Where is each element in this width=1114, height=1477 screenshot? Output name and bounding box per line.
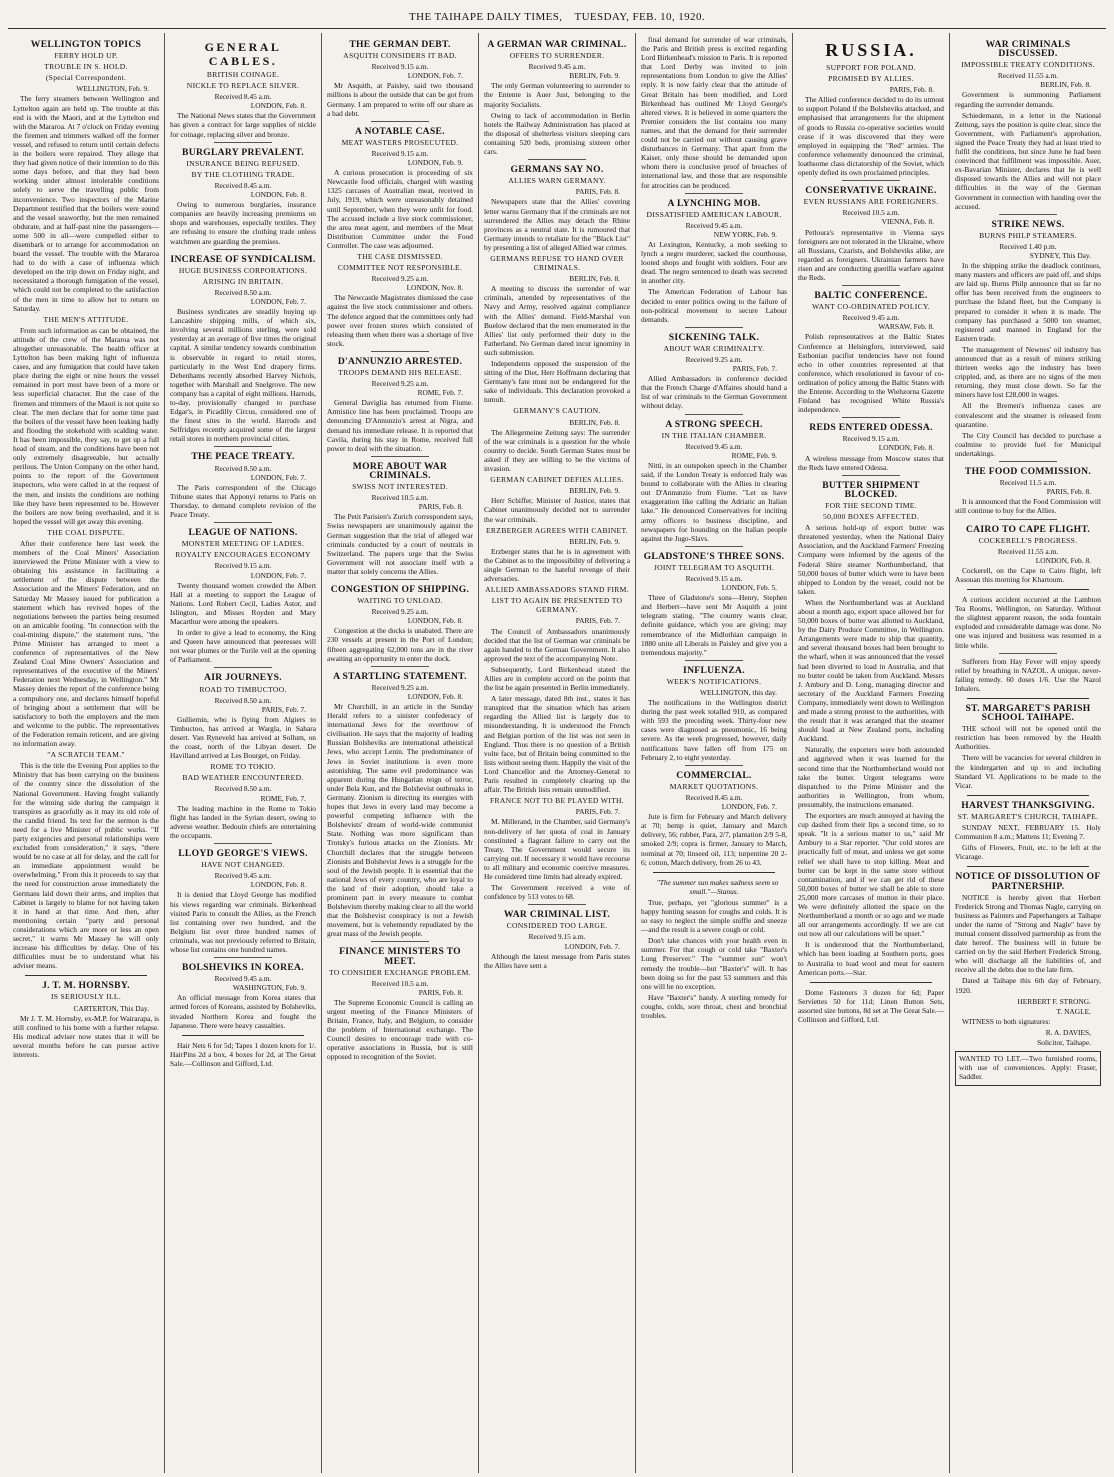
headline: INFLUENZA. bbox=[683, 664, 745, 676]
subhead: IMPOSSIBLE TREATY CONDITIONS. bbox=[961, 60, 1095, 70]
notice-text: Gifts of Flowers, Fruit, etc. to be left at the Vicarage. bbox=[955, 843, 1101, 862]
paragraph: From such information as can be obtained, the attitude of the crew of the Mararoa was not altogether unreasonable. The health officer at Lyttelton has been making light of influenza cases, and any fumigation that could have taken place during the eight or nine hours the vessel remained in port must have been of a more or less superficial character. But the case of the firemen and trimmers of the Maori is not quite so clear. The men declare that for some time past the boilers of the vessel have been leaking badly and flooding the stokehold with scalding water. It has been impossible, they say, to get up a full head of steam, and the conditions have been not only extremely disagreeable, but actually perilous. The Union Company on the other hand, points to the report of the Government inspectors, who were called in at the request of the men, and insists the conditions are nothing like they have been represented to be. However the boilers are now being overhauled, and it is hoped the vessel will get away this evening. bbox=[13, 325, 159, 526]
paragraph: Government is summoning Parliament regarding the surrender demands. bbox=[955, 90, 1101, 109]
dateline: LONDON, Feb. 8. bbox=[250, 101, 306, 111]
column-3 bbox=[322, 33, 479, 1473]
divider bbox=[967, 589, 1089, 590]
paragraph: In order to give a lead to economy, the King and Queen have announced that peeresses will not wear plumes or the Turile veil at the opening of Parliament. bbox=[170, 628, 316, 665]
divider bbox=[685, 546, 743, 547]
dateline: LONDON, Feb. 7. bbox=[250, 472, 306, 482]
subhead: ARISING IN BRITAIN. bbox=[202, 276, 284, 286]
paragraph: In the shipping strike the deadlock continues, many masters and officers are paid off, and ships are laid up. Burns Philp announce that so far no offer has been received from the engineers to purchase the Island fleet, but the Company is prepared to consider it when it is made. The company has purchased a 5000 ton steamer, registered and manned in England for the Eastern trade. bbox=[955, 261, 1101, 343]
column-5 bbox=[636, 33, 793, 1473]
paragraph: This is the title the Evening Post applies to the Ministry that has been carrying on the business of the country since the dissolution of the National Government. Having fought valiantly for the winning side during the campaign it transpires as gracefully as it may its old role of the candid friend. Its text for the sermon is the need for a live Minister of public works. "If party exigencies and personal relationships were excluded from consideration," it says, "there would be no case at all for delay, and the call for an immediate appointment would be overwhelming." From this it proceeds to say that the need for construction arose immediately the Germans laid down their arms, and implies that Cabinet is largely to blame for not having taken it in hand at that time. And then, after mentioning certain "party and personal considerations which are more or less an open secret," it warns Mr Massey he will only increase his difficulties by delay. One of his difficulties must be to understand what his adviser means. bbox=[13, 761, 159, 971]
received-time: Received 9.45 a.m. bbox=[528, 62, 586, 72]
headline: INCREASE OF SYNDICALISM. bbox=[170, 253, 316, 265]
subhead: ASQUITH CONSIDERS IT BAD. bbox=[343, 51, 457, 61]
paragraph: Newspapers state that the Allies' covering letter warns Germany that if the criminals are not surrendered the Allies may detach the Rhine provinces as a neutral state. It is rumoured that Germany intends to retaliate for the "Black List" by presenting a list of alleged Allied war crimes. bbox=[484, 197, 630, 252]
divider bbox=[967, 795, 1089, 796]
divider bbox=[685, 193, 743, 194]
received-time: Received 11.55 a.m. bbox=[997, 71, 1059, 81]
headline: A NOTABLE CASE. bbox=[355, 125, 445, 137]
headline: CONGESTION OF SHIPPING. bbox=[330, 583, 470, 595]
received-time: Received 9.45 a.m. bbox=[842, 313, 900, 323]
subhead: MEAT WASTERS PROSECUTED. bbox=[341, 137, 459, 147]
divider bbox=[842, 475, 900, 476]
subhead: MONSTER MEETING OF LADIES. bbox=[181, 539, 305, 549]
dateline: SYDNEY, This Day. bbox=[1029, 250, 1091, 260]
received-time: Received 9.45 a.m. bbox=[214, 871, 272, 881]
headline: THE GERMAN DEBT. bbox=[349, 39, 451, 50]
paragraph: Mr Asquith, at Paisley, said two thousand millions is about the outside that can be got from Germany. I am prepared to write off our share as a bad debt. bbox=[327, 81, 473, 118]
subhead: WAITING TO UNLOAD. bbox=[357, 596, 443, 606]
paragraph: Allied Ambassadors in conference decided that the French Charge d'Affaires should hand a list of war criminals to the German Government without delay. bbox=[641, 374, 787, 411]
dateline: ROME, Feb. 9. bbox=[731, 450, 777, 460]
divider bbox=[528, 159, 586, 160]
divider bbox=[999, 461, 1057, 462]
subhead: ALLIED AMBASSADORS STAND FIRM. bbox=[485, 585, 629, 595]
subhead: GERMAN CABINET DEFIES ALLIES. bbox=[490, 475, 624, 485]
column-4 bbox=[479, 33, 636, 1473]
subhead: FOR THE SECOND TIME. bbox=[825, 500, 917, 510]
headline: BOLSHEVIKS IN KOREA. bbox=[182, 962, 304, 974]
divider bbox=[842, 417, 900, 418]
headline: GLADSTONE'S THREE SONS. bbox=[643, 550, 785, 562]
headline: BALTIC CONFERENCE. bbox=[814, 290, 928, 302]
headline: A LYNCHING MOB. bbox=[667, 197, 761, 209]
paragraph: The Council of Ambassadors unanimously decided that the list of German war criminals be again handed to the German Government. It also approved the text of the accompanying Note. bbox=[484, 626, 630, 663]
subhead: COCKERELL'S PROGRESS. bbox=[978, 535, 1078, 545]
paragraph: All the Bremen's influenza cases are convalescent and the steamer is released from quarantine. bbox=[955, 401, 1101, 429]
paragraph: Nitti, in an outspoken speech in the Chamber said, if the London Treaty is enforced Italy was bound to collaborate with the Allies in clearing out D'Annunzio from Fiume. "Let us have exaggeration like calling the Adriatic an Italian lake." He denounced Conservatives for inciting army officers to business discipline, and newspapers for hounding on the Italian people against the Jugo-Slavs. bbox=[641, 460, 787, 543]
subhead: FRANCE NOT TO BE PLAYED WITH. bbox=[489, 796, 624, 806]
subhead: IS SERIOUSLY ILL. bbox=[50, 992, 122, 1002]
paragraph: When the Northumberland was at Auckland about a month ago, export space allowed her for 50,000 boxes of butter was allotted to Auckland, by the Dairy Produce Committee, in Wellington. Arrangements were made to ship that quantity, and several thousand boxes had been brought to the wharf, when it was announced that the vessel had been diverted to load in Australia, and that no butter could be taken from Auckland. Messrs J. Ambury and D. Long, managing director and secretary of the Auckland Farmers Freezing Company, immediately went down to Wellington and made a strong protest to the authorities, with the result that it was arranged that the steamer should load at New Zealand ports, including Auckland. bbox=[798, 597, 944, 744]
subhead: THE COAL DISPUTE. bbox=[47, 527, 125, 537]
paragraph: The Government received a vote of confidence by 513 votes to 68. bbox=[484, 883, 630, 902]
column-6 bbox=[793, 33, 950, 1473]
byline: (Special Correspondent. bbox=[45, 73, 127, 83]
masthead-title: THE TAIHAPE DAILY TIMES, bbox=[409, 11, 563, 23]
paragraph: Polish representatives at the Baltic States Conference at Helsingfors, interviewed, said Esthonian pacifist tendencies have not found echo in other countries represented at that conference, which resolutioned in favour of co-ordination of policy among the Baltic States with the Entente. According to the Wiehzorna Gazette Finland has recognised White Russia's independence. bbox=[798, 332, 944, 415]
subhead: ABOUT WAR CRIMINALTY. bbox=[663, 343, 765, 353]
paragraph: It is announced that the Food Commission will still continue to buy for the Allies. bbox=[955, 497, 1101, 516]
dateline: LONDON, Feb. 8. bbox=[250, 880, 306, 890]
subhead: ERZBERGER AGREES WITH CABINET. bbox=[485, 525, 629, 535]
divider bbox=[371, 351, 429, 352]
dateline: WELLINGTON, Feb. 9. bbox=[76, 84, 149, 94]
subhead: ST. MARGARET'S CHURCH, TAIHAPE. bbox=[957, 811, 1099, 821]
subhead: IN THE ITALIAN CHAMBER. bbox=[661, 430, 767, 440]
dateline: PARIS, Feb. 8. bbox=[418, 987, 463, 997]
received-time: Received 9.15 a.m. bbox=[842, 434, 900, 444]
paragraph: Mr Churchill, in an article in the Sunday Herald refers to a sinister confederacy of international Jews for the overthrow of civilisation. He says that the majority of leading Russian Bolsheviks are international atheistical Jews, who accept Lenin. The predominance of Jews in Soviet institutions is even more astonishing. The same evil predominance was apparent during the Hungarian reign of terror, under Bela Kun, and the Bolshevist outbreaks in Germany. Zionism is directing its energies with hopes that Jews in every land may become a powerful competing influence with the Bolshevists' dream of world-wide communist State. Nothing was more significant than Trotsky's furious attacks on the Zionists. Mr Churchill declares that the struggle between Zionists and Bolshevist Jews is a struggle for the soul of the Jewish people. It is essential that the national Jews of every country, who are loyal to the land of their adoption, should take a prominent part in every measure to combat Bolshevism thereby making clear to all the world that the Bolshevist conspiracy is not a Jewish movement, but is vehemently repudiated by the great mass of the Jewish people. bbox=[327, 702, 473, 939]
received-time: Received 8.50 a.m. bbox=[214, 784, 272, 794]
advertisement: Dome Fasteners 3 dozen for 6d; Paper Serviettes 50 for 11d; Linen Button Sets, assorted size buttons, 8d set at The Great Sale.—Collinson and Gifford, Ltd. bbox=[798, 987, 944, 1024]
subhead: TROUBLE IN S. HOLD. bbox=[44, 62, 128, 72]
headline: CONSERVATIVE UKRAINE. bbox=[805, 185, 937, 197]
received-time: Received 9.25 a.m. bbox=[371, 379, 429, 389]
divider bbox=[528, 904, 586, 905]
paragraph: A serious hold-up of export butter was threatened yesterday, when the National Dairy Association, and the Auckland Farmers' Freezing Company were informed by the agents of the Federal Shire steamer Northumberland, that 50,000 boxes of butter which were to have been shipped to London by the vessel, could not be taken. bbox=[798, 523, 944, 596]
received-time: Received 1.40 p.m. bbox=[999, 241, 1057, 251]
headline: BURGLARY PREVALENT. bbox=[182, 146, 304, 158]
paragraph: Business syndicates are steadily buying up Lancashire shipping mills, of which six, involving several millions sterling, were sold yesterday at an average of five times the original capital. A similar tendency towards combination is observable in regard to retail stores, particularly in the West End drapery firms. Debenhams recently absorbed Harvey Nichols, together with Marshall and Snelgrove. The new company has a capital of eight millions. Harrods, to-day, provisionally changed to purchase Edgar's, in Picadilly Circus, considered one of the finest sites in the world. Harrods and Selfridges recently acquired some of the largest retail stores in northern provincial cities. bbox=[170, 307, 316, 444]
paragraph: The Allied conference decided to do its utmost to support Poland if the Bolsheviks attacked, and emphasised that arrangements for the shipment of goods to Russia co-operative societies would cease if it was discovered that they were employed in equipping the "Red" armies. The conference vehemently denounced the criminal, loathsome class dictatorship of the Soviet, which openly defied its own proclaimed principles. bbox=[798, 95, 944, 178]
dateline: VIENNA, Feb. 8. bbox=[881, 217, 934, 227]
paragraph: Jute is firm for February and March delivery at 70; hemp is quiet, January and March delivery, 56; rubber, Para, 2/7, plantation 2/9 5-8, smoked 2/9; copra is firmer, January to March, nominal at 70; linseed oil, 113; turpentine 20 2-6; cotton, March delivery, from 26 to 43. bbox=[641, 812, 787, 867]
dateline: WARSAW, Feb. 8. bbox=[878, 322, 934, 332]
divider bbox=[371, 941, 429, 942]
signature: R. A. DAVIES, bbox=[1045, 1027, 1091, 1037]
notice-text: THE school will not be opened until the restriction has been removed by the Health Authorities. bbox=[955, 724, 1101, 752]
divider bbox=[371, 121, 429, 122]
received-time: Received 10.5 a.m. bbox=[371, 978, 429, 988]
paragraph: At Lexington, Kentucky, a mob seeking to lynch a negro murderer, sacked the courthouse, looted shops and fought with soldiers. Four are dead. The negro sentenced to death was secreted in another city. bbox=[641, 239, 787, 286]
headline: D'ANNUNZIO ARRESTED. bbox=[337, 355, 463, 367]
received-time: Received 9.15 a.m. bbox=[685, 573, 743, 583]
subhead: SWISS NOT INTERESTED. bbox=[352, 482, 448, 492]
notice-text: WITNESS to both signatures: bbox=[962, 1016, 1051, 1026]
dateline: CARTERTON, This Day. bbox=[73, 1003, 149, 1013]
received-time: Received 9.25 a.m. bbox=[371, 682, 429, 692]
paragraph: The leading machine in the Rome to Tokio flight has landed in the Syrian desert, owing to adverse weather. Bedouin chiefs are entertaining the occupants. bbox=[170, 803, 316, 840]
paragraph: A curious prosecution is proceeding of six Newcastle food officials, charged with wasting 1325 carcases of Australian meat, received in July, 1919, which were unreasonably detained until September, when they were unfit for food. The accused include a live stock commissioner, the area meat agent, and members of the Meat Distribution Committee under the Food Controller. The case was adjourned. bbox=[327, 168, 473, 250]
paragraph: Owing to lack of accommodation in Berlin hotels the Railway Administration has placed at the disposal of shelterless visitors sleeping cars containing 520 beds, promising sixteen other cars. bbox=[484, 110, 630, 157]
dateline: PARIS, Feb. 8. bbox=[418, 502, 463, 512]
divider bbox=[214, 957, 272, 958]
classified-ad-text: WANTED TO LET.—Two furnished rooms, with use of conveniences. Apply: Fraser, Saddler. bbox=[959, 1054, 1097, 1082]
received-time: Received 9.25 a.m. bbox=[685, 355, 743, 364]
headline: A GERMAN WAR CRIMINAL. bbox=[487, 39, 627, 50]
subhead: LIST TO AGAIN BE PRESENTED TO GERMANY. bbox=[491, 596, 623, 615]
paragraph: Gulliemin, who is flying from Algiers to Timbuctoo, has arrived at Wargla, in Sahara desert. Van Ryneveld has arrived at Sollum, on the coast, north of the Libyan desert. De Havilland arrived at Les Bourget, on Friday. bbox=[170, 714, 316, 761]
subhead: WANT CO-ORDINATED POLICY. bbox=[812, 302, 930, 312]
subhead: ROYALTY ENCOURAGES ECONOMY bbox=[175, 550, 311, 560]
dateline: BERLIN, Feb. 9. bbox=[569, 486, 620, 496]
paragraph: Erzberger states that he is in agreement with the Cabinet as to the impossibility of delivering a single German to the hateful revenge of their adversaries. bbox=[484, 546, 630, 584]
paragraph: After their conference here last week the members of the Coal Miners' Association interviewed the Prime Minister with a view to obtaining his assistance in facilitating a settlement of the dispute between the Association and the Miners' Federation, and on Saturday Mr Massey issued for publication a statement which has revived hopes of the negotiations between the parties being resumed on an amicable footing. "In connection with the coal-mining dispute," the statement runs, "the Prime Minister has arranged to meet a conference of representatives of the New Zealand Coal Mine Owners' Association and representatives of the executive of the Miners' Federation next Wednesday, in Wellington." Mr Massey denies the report of the conference being a compulsory one, and declares himself hopeful of bringing about a settlement that will be satisfactory to both the employers and the men and welcome to the public. The representatives of the Federation remain reticent, and are giving no information away. bbox=[13, 538, 159, 749]
headline: CAIRO TO CAPE FLIGHT. bbox=[965, 523, 1091, 535]
divider bbox=[214, 249, 272, 250]
divider bbox=[214, 843, 272, 844]
dateline: PARIS, Feb. 8. bbox=[889, 85, 934, 95]
paragraph: The only German volunteering to surrender to the Entente is Auer Just, belonging to the majority Socialists. bbox=[484, 81, 630, 109]
subhead: OFFERS TO SURRENDER. bbox=[509, 51, 605, 61]
dateline: BERLIN, Feb. 8. bbox=[569, 274, 620, 284]
headline: WAR CRIMINALS DISCUSSED. bbox=[985, 39, 1071, 60]
subhead: PROMISED BY ALLIES. bbox=[828, 74, 914, 84]
headline: BUTTER SHIPMENT BLOCKED. bbox=[822, 479, 920, 500]
divider bbox=[653, 872, 775, 873]
headline: NOTICE OF DISSOLUTION OF PARTNERSHIP. bbox=[955, 871, 1101, 892]
masthead-date: TUESDAY, FEB. 10, 1920. bbox=[574, 11, 705, 23]
paragraph: The National News states that the Government has given a contract for large supplies of nickle for coinage, replacing silver and bronze. bbox=[170, 111, 316, 139]
paragraph: The City Council has decided to purchase a coalmine to provide fuel for Municipal undertakings. bbox=[955, 430, 1101, 458]
subhead: HUGE BUSINESS CORPORATIONS. bbox=[178, 265, 308, 275]
divider bbox=[25, 975, 147, 976]
divider bbox=[685, 765, 743, 766]
paragraph: A later message, dated 8th inst., states it has transpired that the situation which has arisen regarding the Allied list is largely due to misunderstanding. It is understood the French and Belgian portion of the list was not seen in England. Thus there is no question of a British volte face, but of Britain being committed to the lists without seeing them. Happily the visit of the Lord Chancellor and the Attorney-General to Paris resulted in completely clearing up the affair. The British lists remain unmodified. bbox=[484, 694, 630, 795]
divider bbox=[999, 214, 1057, 215]
divider bbox=[214, 446, 272, 447]
paragraph: It is denied that Lloyd George has modified his views regarding war criminals. Birkenhead visited Paris to consult the Allies, as the French list containing over two hundred, and the Belgium list over three hundred names of criminals, was not previously referred to Britain, whose list contains one hundred names. bbox=[170, 890, 316, 954]
received-time: Received 9.15 a.m. bbox=[371, 62, 429, 72]
paragraph: The management of Newnes' oil industry has announced that as a result of miners striking thirteen weeks ago the industry has been crippled, and, as there are no signs of the men returning, they must close down. So far the miners have lost £28,000 in wages. bbox=[955, 344, 1101, 400]
headline: FINANCE MINISTERS TO MEET. bbox=[339, 946, 461, 967]
dateline: PARIS, Feb. 7. bbox=[732, 364, 777, 374]
dateline: LONDON, Feb. 7. bbox=[407, 71, 463, 81]
paragraph: A curious accident occurred at the Lambton Tea Rooms, Wellington, on Saturday. Without the slightest apparent reason, the soda fountain exploded and considerable damage was done. No one was injured and business was resumed in a little while. bbox=[955, 595, 1101, 650]
subhead: TO CONSIDER EXCHANGE PROBLEM. bbox=[329, 967, 471, 977]
subhead: WEEK'S NOTIFICATIONS. bbox=[666, 676, 762, 686]
paragraph: Twenty thousand women crowded the Albert Hall at a meeting to support the League of Nations. Lord Robert Cecil, Ladies Astor, and Islington, and Misses Royden and Mary Macarthur were among the speakers. bbox=[170, 580, 316, 626]
paragraph: The American Federation of Labour has decided to enter politics owing to the failure of non-political movement to secure Labour demands. bbox=[641, 287, 787, 324]
column-7 bbox=[950, 33, 1106, 1473]
dateline: BERLIN, Feb. 9. bbox=[569, 536, 620, 546]
paragraph: Although the latest message from Paris states the Allies have sent a bbox=[484, 951, 630, 970]
divider bbox=[371, 579, 429, 580]
subhead: ROME TO TOKIO. bbox=[210, 762, 276, 772]
headline: AIR JOURNEYS. bbox=[204, 672, 282, 684]
paragraph: The ferry steamers between Wellington and Lyttelton again are held up. The trouble at this end is with the Maori, and at the Lyttelton end with the Mararoa. At 7 o'clock on Friday evening the firemen and trimmers walked off the former vessel, and refused to return until certain defects in the boilers were repaired. They allege that they had given notice of their intention to do this some days before, and that they had been working under almost intolerable conditions solely to serve the travelling public from inconvenience. Two inspectors of the Marine Department testified that the boilers were sound and the vessel seaworthy, but the men remained obdurate, and at half-past nine the passengers—some 500 in all—were compelled either to disembark or to arrange for accommodation on board the vessel. The trouble with the Mararoa had to do with a case of influenza which developed on the trip down on Friday night, and necessitated a thorough fumigation of the vessel, which could not be completed to the satisfaction of the men in time to allow her to return on Saturday. bbox=[13, 94, 159, 313]
headline: GERMANS SAY NO. bbox=[510, 164, 604, 176]
subhead: "A SCRATCH TEAM." bbox=[47, 750, 125, 760]
received-time: Received 9.45 a.m. bbox=[214, 974, 272, 984]
subhead: BURNS PHILP STEAMERS. bbox=[979, 230, 1077, 240]
paragraph: Naturally, the exporters were both astounded and aggrieved when it was learned for the second time that the Northumberland would not take the butter. Urgent telegrams were dispatched to the Prime Minister and the authorities in Wellington, from whom, presumably, the instructions emanated. bbox=[798, 745, 944, 809]
divider bbox=[214, 667, 272, 668]
received-time: Received 8.45 a.m. bbox=[214, 92, 272, 102]
quote: "The summer sun makes sadness seem so small."—Stanus. bbox=[656, 877, 779, 896]
headline: THE PEACE TREATY. bbox=[191, 451, 295, 463]
headline: SICKENING TALK. bbox=[668, 331, 760, 343]
subhead: ALLIES WARN GERMANY. bbox=[508, 176, 606, 186]
paragraph: The Petit Parisien's Zurich correspondent says, Swiss newspapers are unanimously against the German suggestion that the trial of alleged war criminals conducted by a court of neutrals in Switzerland. The papers urge that the Swiss Government will not associate itself with a matter that solely concerns the Allies. bbox=[327, 512, 473, 576]
subhead: ROAD TO TIMBUCTOO. bbox=[199, 684, 287, 694]
subhead: INSURANCE BEING REFUSED. bbox=[186, 158, 300, 168]
subhead: TROOPS DEMAND HIS RELEASE. bbox=[338, 368, 462, 377]
divider bbox=[214, 142, 272, 143]
paragraph: Schiedemann, in a letter in the National Zeitung, says the position is quite clear, since the Government, with Parliament's approbation, signed the Peace Treaty they had at least tried to fulfil the conditions, but since June he had been convinced that fulfilment was impossible. Auer, ex-Bavarian Minister, declares that he is well disposed towards the Allies and will not place difficulties in the way of the German Government in connection with handing over the accused. bbox=[955, 110, 1101, 211]
dateline: LONDON, Feb. 8. bbox=[1035, 555, 1091, 565]
paragraph: The Paris correspondent of the Chicago Tribune states that Apponyi returns to Paris on Thursday, to demand complete revision of the Peace Treaty. bbox=[170, 482, 316, 520]
dateline: LONDON, Feb. 9. bbox=[407, 158, 463, 168]
paragraph: Subsequently, Lord Birkenhead stated the Allies are in complete accord on the points that the list be again presented in Berlin immediately. bbox=[484, 664, 630, 693]
received-time: Received 10.5 a.m. bbox=[842, 208, 900, 218]
subhead: BY THE CLOTHING TRADE. bbox=[191, 169, 295, 179]
dateline: LONDON, Nov. 8. bbox=[406, 283, 463, 293]
received-time: Received 8.50 a.m. bbox=[214, 287, 272, 297]
paragraph: final demand for surrender of war criminals, the Paris and British press is excited regarding Lord Birkenhead's mission to Paris. It is reported that Lord Derby was invited to join representations from London to give the Allies' reply. It is now fairly clear that the attitude of Great Britain has been modified, and Lord Birkenhead has outlined Mr Lloyd George's altered views. It is believed in some quarters the Premier considers the list contains too many names, and that the demand for their surrender could not be carried out without causing grave disturbances in Germany. That apart from the Kaiser, only those should be demanded upon whom there is conclusive proof of breaches of international law, and those that are responsible for atrocities can be produced. bbox=[641, 35, 787, 190]
dateline: BERLIN, Feb. 8. bbox=[569, 417, 620, 427]
received-time: Received 11.55 a.m. bbox=[997, 546, 1059, 556]
dateline: PARIS, Feb. 7. bbox=[575, 807, 620, 817]
dateline: PARIS, Feb. 7. bbox=[575, 616, 620, 626]
headline: MORE ABOUT WAR CRIMINALS. bbox=[352, 460, 448, 481]
divider bbox=[371, 666, 429, 667]
paragraph: A wireless message from Moscow states that the Reds have entered Odessa. bbox=[798, 453, 944, 472]
advertisement-text: Have "Baxter's" handy. A sterling remedy for coughs, colds, sore throat, chest and bronchial troubles. bbox=[641, 992, 787, 1020]
notice-text: There will be vacancies for several children in the kindergarten and up to and including Standard VI. Applications to be made to the Vicar. bbox=[955, 753, 1101, 790]
paragraph: A meeting to discuss the surrender of war criminals, attended by representatives of the Navy and Army, resolved against compliance with the Allies' demand. Field-Marshal von Buelow declared that the men enumerated in the Allies' list only performed their duty to the Fatherland. No German dared incur ignominy in such submission. bbox=[484, 284, 630, 357]
divider bbox=[371, 456, 429, 457]
headline-general-cables: GENERAL CABLES. bbox=[204, 40, 282, 68]
columns bbox=[8, 33, 1106, 1473]
received-time: Received 9.25 a.m. bbox=[371, 607, 429, 617]
headline: LEAGUE OF NATIONS. bbox=[188, 527, 298, 539]
divider bbox=[182, 1035, 304, 1036]
headline: HARVEST THANKSGIVING. bbox=[961, 799, 1095, 811]
received-time: Received 9.15 a.m. bbox=[214, 561, 272, 571]
dateline: LONDON, Feb. 8. bbox=[250, 190, 306, 200]
subhead: 50,000 BOXES AFFECTED. bbox=[822, 512, 920, 522]
headline: REDS ENTERED ODESSA. bbox=[809, 422, 933, 434]
signature: T. NAGLE. bbox=[1056, 1006, 1091, 1016]
dateline: ROME, Feb. 7. bbox=[260, 793, 306, 803]
headline: COMMERCIAL. bbox=[676, 769, 752, 781]
dateline: PARIS, Feb. 8. bbox=[575, 187, 620, 197]
paragraph: The notifications in the Wellington district during the past week totalled 910, as compared with 593 the preceding week. Thirty-four new cases were diagnosed as pneumonic, 16 being severe. As the week progressed, however, daily notifications have fallen off from 175 on February 2, to eight yesterday. bbox=[641, 698, 787, 762]
dateline: NEW YORK, Feb. 9. bbox=[713, 229, 777, 239]
dateline: LONDON, Feb. 5. bbox=[721, 583, 777, 593]
advertisement-text: True, perhaps, yet "glorious summer" is a happy hunting season for coughs and colds. It is so easy to neglect the simple sniffle and sneeze —and the result is a severe cough or cold. bbox=[641, 897, 787, 935]
dateline: BERLIN, Feb. 9. bbox=[569, 71, 620, 81]
subhead: BRITISH COINAGE. bbox=[206, 70, 280, 79]
dateline: WELLINGTON, this day. bbox=[700, 688, 777, 697]
divider bbox=[810, 982, 932, 983]
subhead: COMMITTEE NOT RESPONSIBLE. bbox=[337, 263, 463, 273]
notice-text: SUNDAY NEXT, FEBRUARY 15. Holy Communion 8 a.m.; Mattens 11; Evening 7. bbox=[955, 823, 1101, 842]
paragraph: Three of Gladstone's sons—Henry, Stephen and Herbert—have sent Mr Asquith a joint telegram stating, "The country wants clear, definite guidance, which you are giving; may remembrance of the Midlothian campaign in 1880 unite all Liberals in Paisley and give you a tremendous majority." bbox=[641, 593, 787, 657]
dateline: BERLIN, Feb. 8. bbox=[1040, 80, 1091, 90]
received-time: Received 8.45 a.m. bbox=[214, 180, 272, 190]
subhead: HAVE NOT CHANGED. bbox=[201, 860, 285, 870]
paragraph: Owing to numerous burglaries, insurance companies are heavily increasing premiums on shops and warehouses, especially textiles. They are refusing to ensure the clothing trade unless watchmen are guarding the premises. bbox=[170, 200, 316, 246]
divider bbox=[214, 522, 272, 523]
dateline: LONDON, Feb. 8. bbox=[878, 443, 934, 453]
signature: Solicitor, Taihape. bbox=[1037, 1038, 1091, 1047]
advertisement-text: Don't take chances with your health even in summer. For that cough or cold take "Baxter's Lung Preserver." The "summer sun" won't remedy the trouble—but "Baxter's" will. It has been doing so for the past 53 summers and this one will be no exception. bbox=[641, 936, 787, 991]
column-1 bbox=[8, 33, 165, 1473]
subhead: FERRY HOLD UP. bbox=[54, 51, 118, 61]
subhead: GERMANS REFUSE TO HAND OVER CRIMINALS. bbox=[490, 253, 624, 273]
paragraph: It is understood that the Northumberland, which has been loading at Southern ports, goes to Australia to load wool and meat for eastern American ports.—Star. bbox=[798, 940, 944, 977]
paragraph: Petloura's representative in Vienna says foreigners are not tolerated in the Ukraine, where all Russians, Czarists, and Bolsheviks alike, are regarded as foreigners. Ukrainian farmers have risen and are conducting guerilla warfare against the Reds. bbox=[798, 227, 944, 282]
subhead: GERMANY'S CAUTION. bbox=[513, 406, 601, 416]
divider bbox=[685, 660, 743, 661]
divider bbox=[999, 519, 1057, 520]
divider bbox=[685, 414, 743, 415]
headline: LLOYD GEORGE'S VIEWS. bbox=[178, 848, 308, 860]
dateline: LONDON, Feb. 7. bbox=[721, 802, 777, 812]
received-time: Received 11.5 a.m. bbox=[999, 478, 1057, 488]
subhead: CONSIDERED TOO LARGE. bbox=[506, 921, 608, 931]
headline-hornsby: J. T. M. HORNSBY. bbox=[42, 980, 130, 992]
paragraph: Herr Schiffer, Minister of Justice, states that Cabinet unanimously decided not to surrender the war criminals. bbox=[484, 496, 630, 524]
paragraph: Cockerell, on the Cape to Cairo flight, left Assouan this morning for Khartoum. bbox=[955, 565, 1101, 584]
headline: ST. MARGARET'S PARISH SCHOOL TAIHAPE. bbox=[965, 703, 1091, 724]
dateline: LONDON, Feb. 8. bbox=[407, 691, 463, 701]
notice-text: Dated at Taihape this 6th day of February, 1920. bbox=[955, 976, 1101, 995]
received-time: Received 9.45 a.m. bbox=[685, 441, 743, 451]
paragraph: Congestion at the docks is unabated. There are 230 vessels at present in the Port of London; fifteen aggregating 62,000 tons are in the river awaiting an opportunity to enter the dock. bbox=[327, 626, 473, 663]
signature: HERBERT F. STRONG. bbox=[1017, 996, 1091, 1006]
dateline: PARIS, Feb. 8. bbox=[1046, 487, 1091, 497]
subhead: JOINT TELEGRAM TO ASQUITH. bbox=[653, 562, 775, 572]
paragraph: The Newcastle Magistrates dismissed the case against the live stock commissioner and others. The defence argued that the committees only had power over frozen stores which consisted of releasing them when there was a shortage of live stock. bbox=[327, 293, 473, 348]
column-2 bbox=[165, 33, 322, 1473]
paragraph: The Allegemeine Zeitung says: The surrender of the war criminals is a question for the whole country to decide. South German States must be asked if they are willing to be the victims of invasion. bbox=[484, 427, 630, 474]
divider bbox=[685, 327, 743, 328]
divider bbox=[842, 285, 900, 286]
masthead bbox=[8, 6, 1106, 29]
divider bbox=[842, 180, 900, 181]
dateline: LONDON, Feb. 7. bbox=[564, 941, 620, 951]
notice-text: NOTICE is hereby given that Herbert Frederick Strong and Thomas Nagle, carrying on business as Painters and Paperhangers at Taihape under the name of "Strong and Nagle" have by mutual consent dissolved partnership as from the date hereof. The business will in future be carried on by the said Herbert Frederick Strong, who will discharge all the liabilities of, and receive all the debts due to the late firm. bbox=[955, 892, 1101, 975]
received-time: Received 8.50 a.m. bbox=[214, 463, 272, 473]
subhead: MARKET QUOTATIONS. bbox=[669, 781, 759, 791]
dateline: WASHINGTON, Feb. 9. bbox=[232, 983, 306, 993]
dateline: ROME, Feb. 7. bbox=[417, 388, 463, 398]
received-time: Received 9.15 a.m. bbox=[528, 932, 586, 942]
paragraph: The exporters are much annoyed at having the cup dashed from their lips a second time, so to speak. "It is a serious matter to us," said Mr Ambury to a Star reporter. "Our cold stores are practically full of meat, and unless we get some relief we shall have to stop killing. Meat and butter can be kept in the same store without contamination, and if we can get rid of these 50,000 boxes of butter we shall be able to store 25,000 more carcases of mutton in their place. We were definitely allotted the space on the Northumberland a month or so ago and we made all our arrangements accordingly. If we are cut out now all our calculations will be upset." bbox=[798, 811, 944, 939]
subhead: DISSATISFIED AMERICAN LABOUR. bbox=[646, 209, 782, 219]
dateline: LONDON, Feb. 8. bbox=[407, 616, 463, 626]
paragraph: General Daviglia has returned from Fiume. Armistice line has been proclaimed. Troops are denouncing D'Annunzio's arrest at Nigra, and demand his immediate release. It is reported that Cavila, during his stay in Rome, received full power to deal with the situation. bbox=[327, 398, 473, 453]
advertisement: Sufferers from Hay Fever will enjoy speedy relief by breathing in NAZOL. A unique, never-failing remedy. 60 doses 1/6. Use the Nazol Inhalers. bbox=[955, 656, 1101, 693]
subhead: SUPPORT FOR POLAND. bbox=[826, 63, 916, 72]
received-time: Received 9.15 a.m. bbox=[371, 148, 429, 158]
received-time: Received 9.45 a.m. bbox=[685, 220, 743, 230]
paragraph: M. Millerand, in the Chamber, said Germany's non-delivery of her quota of coal in January constituted a flagrant failure to carry out the Treaty. The Government would secure its carrying out. If necessary it would have recourse to all military and economic coercive measures. He considered time limits had already expired. bbox=[484, 817, 630, 881]
advertisement: Hair Nets 6 for 5d; Tapes 1 dozen knots for 1/. HairPins 2d a box, 4 boxes for 2d, at The Great Sale.—Collinson and Gifford, Ltd. bbox=[170, 1040, 316, 1068]
subhead: EVEN RUSSIANS ARE FOREIGNERS. bbox=[803, 197, 939, 207]
dateline: LONDON, Feb. 7. bbox=[250, 296, 306, 306]
classified-ad bbox=[955, 1051, 1101, 1086]
received-time: Received 10.5 a.m. bbox=[371, 493, 429, 503]
received-time: Received 8.45 a.m. bbox=[685, 792, 743, 802]
dateline: LONDON, Feb. 7. bbox=[250, 570, 306, 580]
headline: THE FOOD COMMISSION. bbox=[964, 466, 1092, 478]
divider bbox=[967, 866, 1089, 867]
divider bbox=[999, 653, 1057, 654]
received-time: Received 8.50 a.m. bbox=[214, 695, 272, 705]
paragraph: An official message from Korea states that armed forces of Koreans, assisted by Bolsheviks, invaded Northern Korea and fought the Japanese. There were heavy casualties. bbox=[170, 993, 316, 1030]
paragraph: Independents opposed the suspension of the sitting of the Diet, Herr Hoffmann declaring that Germany's fate must not be endangered for the sake of individuals. This declaration provoked a tumult. bbox=[484, 359, 630, 405]
headline-wellington-topics: WELLINGTON TOPICS bbox=[30, 39, 142, 50]
dateline: PARIS, Feb. 7. bbox=[261, 704, 306, 714]
subhead: NICKLE TO REPLACE SILVER. bbox=[186, 81, 300, 91]
headline: WAR CRIMINAL LIST. bbox=[503, 909, 611, 921]
subhead: THE MEN'S ATTITUDE. bbox=[43, 314, 129, 324]
headline: STRIKE NEWS. bbox=[991, 218, 1065, 230]
headline-russia: RUSSIA. bbox=[825, 40, 917, 60]
subhead: BAD WEATHER ENCOUNTERED. bbox=[182, 773, 304, 783]
paragraph: The Supreme Economic Council is calling an urgent meeting of the Finance Ministers of Britain, France, Italy, and Belgium, to consider the problem of International exchange. The Council desires to encourage trade with co-operative associations in Russia, but is still opposed to recognition of the Soviet. bbox=[327, 997, 473, 1062]
received-time: Received 9.25 a.m. bbox=[371, 274, 429, 284]
paragraph: Mr J. T. M. Hornsby, ex-M.P. for Wairarapa, is still confined to his home with a further relapse. His medical adviser now states that it will be several months before he can pursue active interests. bbox=[13, 1013, 159, 1060]
subhead: THE CASE DISMISSED. bbox=[357, 251, 443, 261]
headline: A STARTLING STATEMENT. bbox=[333, 670, 467, 682]
divider bbox=[967, 698, 1089, 699]
headline: A STRONG SPEECH. bbox=[665, 418, 763, 430]
